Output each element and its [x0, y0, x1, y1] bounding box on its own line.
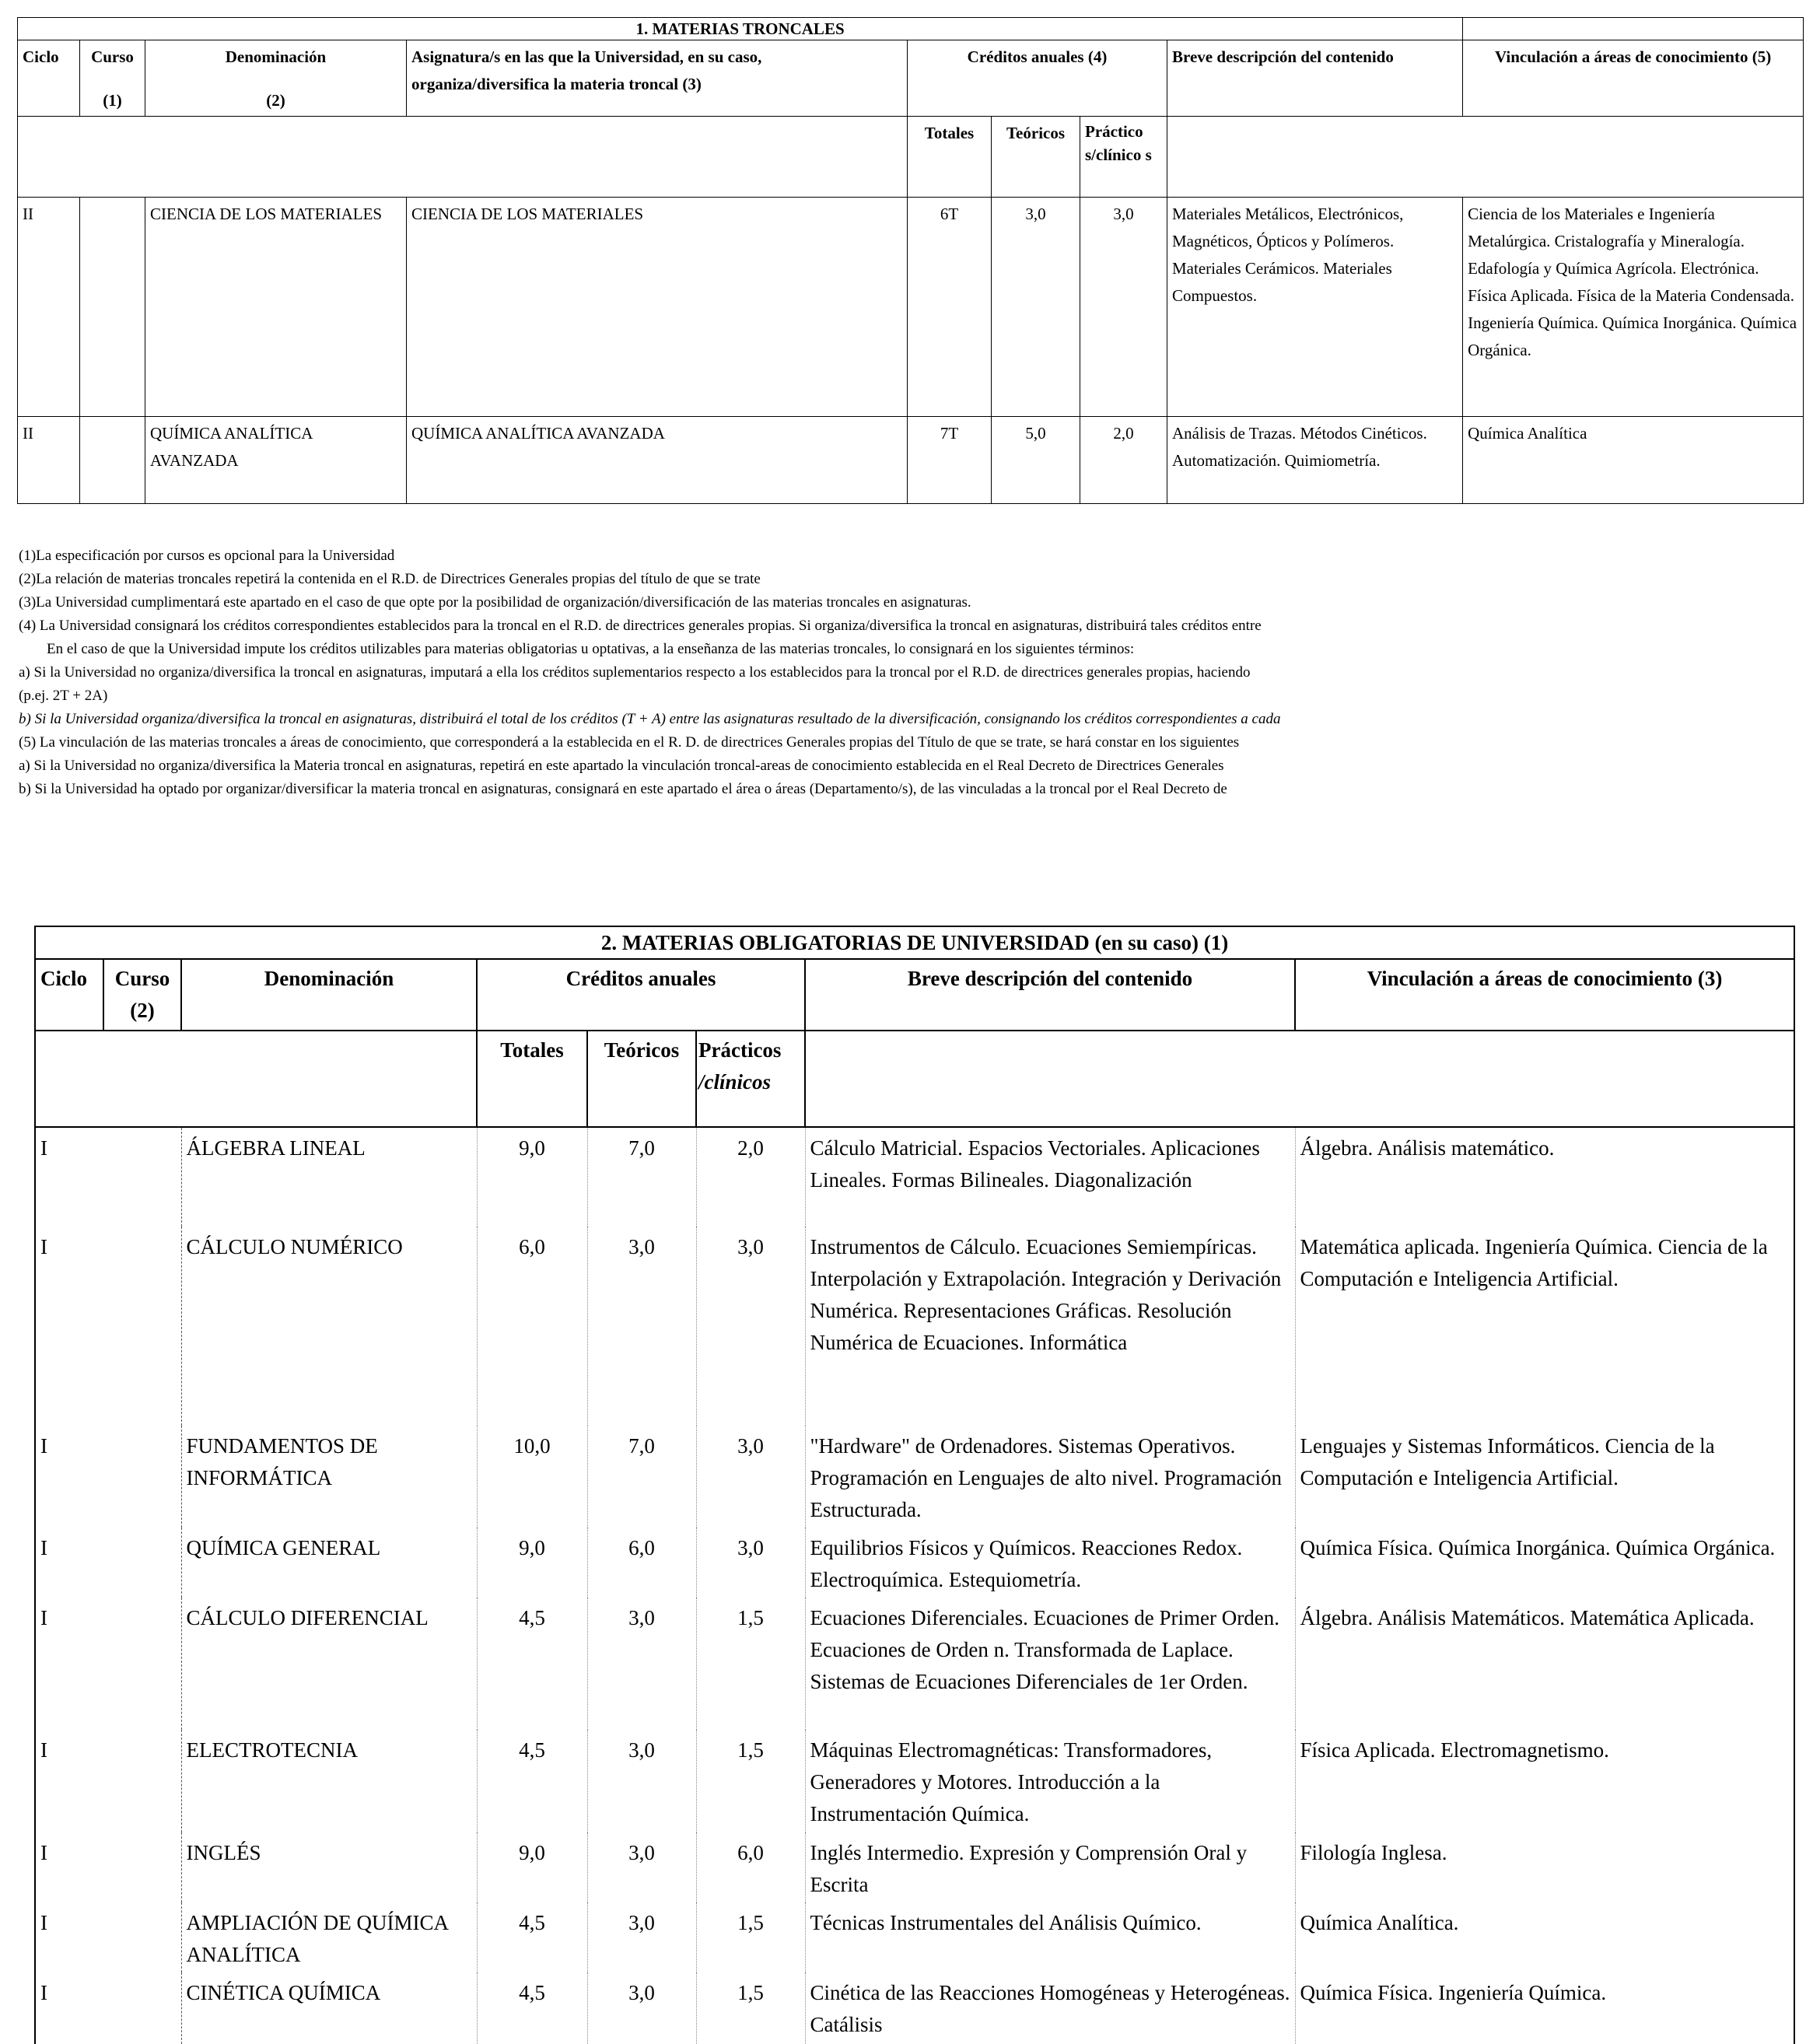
ciclo-cell: II — [18, 417, 80, 504]
totales-cell: 4,5 — [477, 1598, 587, 1730]
vinculacion-cell: Álgebra. Análisis matemático. — [1295, 1127, 1794, 1227]
footnote: b) Si la Universidad ha optado por organizar/diversificar la materia troncal en asignaturas, consignará en este apartado el área o áreas (Departamento/s), de las vinculadas a la troncal por el Real Decreto de — [19, 781, 1227, 797]
footnote: (p.ej. 2T + 2A) — [19, 688, 108, 704]
descripcion-cell: Cinética de las Reacciones Homogéneas y Heterogéneas. Catálisis — [805, 1972, 1295, 2044]
totales-cell: 9,0 — [477, 1832, 587, 1902]
footnote: En el caso de que la Universidad impute los créditos utilizables para materias obligatorias u optativas, a la enseñanza de las materias troncales, lo consignará en los siguientes términos: — [47, 641, 1135, 657]
descripcion-cell: "Hardware" de Ordenadores. Sistemas Operativos. Programación en Lenguajes de alto nivel. Programación Estructurada. — [805, 1426, 1295, 1528]
practicos-cell: 6,0 — [696, 1832, 805, 1902]
totales-cell: 10,0 — [477, 1426, 587, 1528]
ciclo-cell: I — [35, 1730, 103, 1832]
totales-cell: 9,0 — [477, 1127, 587, 1227]
practicos-label: Prácticos — [698, 1038, 782, 1062]
curso-label: Curso — [114, 967, 170, 990]
table-row — [18, 417, 1804, 504]
teoricos-cell: 3,0 — [587, 1730, 696, 1832]
table-row — [35, 1972, 1794, 2044]
col-header-practicos — [696, 1031, 805, 1127]
footnote: (3)La Universidad cumplimentará este apartado en el caso de que opte por la posibilidad de organización/diversificación de las materias troncales en asignaturas. — [19, 594, 971, 611]
curso-cell — [80, 417, 145, 504]
vinculacion-cell: Filología Inglesa. — [1295, 1832, 1794, 1902]
vinculacion-cell: Física Aplicada. Electromagnetismo. — [1295, 1730, 1794, 1832]
denominacion-cell: FUNDAMENTOS DE INFORMÁTICA — [181, 1426, 477, 1528]
denominacion-cell: CIENCIA DE LOS MATERIALES — [145, 198, 407, 417]
practicos-cell: 1,5 — [696, 1972, 805, 2044]
col-header-asignaturas: Asignatura/s en las que la Universidad, en su caso, organiza/diversifica la materia troncal (3) — [407, 40, 908, 117]
teoricos-cell: 3,0 — [587, 1902, 696, 1972]
col-header-vinculacion: Vinculación a áreas de conocimiento (5) — [1463, 40, 1804, 117]
totales-cell: 9,0 — [477, 1528, 587, 1598]
curso-label: Curso — [91, 47, 134, 66]
descripcion-cell: Análisis de Trazas. Métodos Cinéticos. Automatización. Quimiometría. — [1167, 417, 1463, 504]
practicos-cell: 3,0 — [696, 1227, 805, 1426]
col-header-descripcion: Breve descripción del contenido — [805, 959, 1295, 1031]
descripcion-cell: Inglés Intermedio. Expresión y Comprensión Oral y Escrita — [805, 1832, 1295, 1902]
ciclo-cell: I — [35, 1902, 103, 1972]
ciclo-cell: I — [35, 1832, 103, 1902]
practicos-cell: 3,0 — [696, 1426, 805, 1528]
denominacion-cell: INGLÉS — [181, 1832, 477, 1902]
footnote: (5) La vinculación de las materias troncales a áreas de conocimiento, que corresponderá a la establecida en el R. D. de directrices Generales propias del Título de que se trate, se hará constar en los siguientes — [19, 734, 1240, 751]
footnote: (2)La relación de materias troncales repetirá la contenida en el R.D. de Directrices Generales propias del título de que se trate — [19, 571, 761, 587]
vinculacion-cell: Álgebra. Análisis Matemáticos. Matemática Aplicada. — [1295, 1598, 1794, 1730]
totales-cell: 7T — [908, 417, 992, 504]
troncales-table — [17, 17, 1804, 504]
table-row — [18, 198, 1804, 417]
table-row — [35, 1528, 1794, 1598]
denominacion-label: Denominación — [225, 47, 327, 66]
descripcion-cell: Materiales Metálicos, Electrónicos, Magnéticos, Ópticos y Polímeros. Materiales Cerámicos. Materiales Compuestos. — [1167, 198, 1463, 417]
ciclo-cell: I — [35, 1127, 103, 1227]
totales-cell: 4,5 — [477, 1902, 587, 1972]
footnote: (4) La Universidad consignará los créditos correspondientes establecidos para la troncal en el R.D. de directrices generales propias. Si organiza/diversifica la troncal en asignaturas, distribuirá tales créditos entre — [19, 618, 1262, 634]
table-row — [35, 1902, 1794, 1972]
practicos-cell: 3,0 — [1080, 198, 1167, 417]
denominacion-cell: ÁLGEBRA LINEAL — [181, 1127, 477, 1227]
descripcion-cell: Equilibrios Físicos y Químicos. Reacciones Redox. Electroquímica. Estequiometría. — [805, 1528, 1295, 1598]
asignatura-cell: CIENCIA DE LOS MATERIALES — [407, 198, 908, 417]
col-header-creditos: Créditos anuales — [477, 959, 805, 1031]
clinicos-label: /clínicos — [698, 1070, 771, 1094]
vinculacion-cell: Química Analítica. — [1295, 1902, 1794, 1972]
totales-cell: 6,0 — [477, 1227, 587, 1426]
table-row — [35, 1426, 1794, 1528]
ciclo-cell: II — [18, 198, 80, 417]
vinculacion-cell: Ciencia de los Materiales e Ingeniería Metalúrgica. Cristalografía y Mineralogía. Edafología y Química Agrícola. Electrónica. Física Aplicada. Física de la Materia Condensada. Ingeniería Química. Química Inorgánica. Química Orgánica. — [1463, 198, 1804, 417]
footnotes — [19, 544, 1808, 801]
denominacion-cell: AMPLIACIÓN DE QUÍMICA ANALÍTICA — [181, 1902, 477, 1972]
col-header-ciclo: Ciclo — [35, 959, 103, 1031]
practicos-cell: 2,0 — [1080, 417, 1167, 504]
vinculacion-cell: Química Física. Ingeniería Química. — [1295, 1972, 1794, 2044]
totales-cell: 4,5 — [477, 1972, 587, 2044]
practicos-cell: 3,0 — [696, 1528, 805, 1598]
vinculacion-cell: Química Analítica — [1463, 417, 1804, 504]
denominacion-cell: CÁLCULO NUMÉRICO — [181, 1227, 477, 1426]
col-header-teoricos: Teóricos — [992, 117, 1080, 198]
denominacion-cell: CÁLCULO DIFERENCIAL — [181, 1598, 477, 1730]
teoricos-cell: 5,0 — [992, 417, 1080, 504]
footnote: (1)La especificación por cursos es opcional para la Universidad — [19, 548, 395, 564]
descripcion-cell: Técnicas Instrumentales del Análisis Químico. — [805, 1902, 1295, 1972]
denominacion-note: (2) — [266, 91, 285, 110]
ciclo-cell: I — [35, 1426, 103, 1528]
table-row — [35, 1227, 1794, 1426]
col-header-curso — [103, 959, 181, 1031]
teoricos-cell: 3,0 — [587, 1227, 696, 1426]
table-row — [35, 1127, 1794, 1227]
col-header-descripcion: Breve descripción del contenido — [1167, 40, 1463, 117]
descripcion-cell: Ecuaciones Diferenciales. Ecuaciones de Primer Orden. Ecuaciones de Orden n. Transformada de Laplace. Sistemas de Ecuaciones Diferenciales de 1er Orden. — [805, 1598, 1295, 1730]
curso-note: (2) — [130, 999, 155, 1022]
col-header-denominacion — [145, 40, 407, 117]
table-title: 1. MATERIAS TRONCALES — [18, 18, 1463, 40]
ciclo-cell: I — [35, 1972, 103, 2044]
teoricos-cell: 3,0 — [587, 1972, 696, 2044]
denominacion-cell: QUÍMICA GENERAL — [181, 1528, 477, 1598]
table-title: 2. MATERIAS OBLIGATORIAS DE UNIVERSIDAD (en su caso) (1) — [35, 926, 1794, 959]
teoricos-cell: 6,0 — [587, 1528, 696, 1598]
denominacion-cell: QUÍMICA ANALÍTICA AVANZADA — [145, 417, 407, 504]
col-header-denominacion: Denominación — [181, 959, 477, 1031]
table-row — [35, 1730, 1794, 1832]
teoricos-cell: 3,0 — [587, 1832, 696, 1902]
col-header-ciclo: Ciclo — [18, 40, 80, 117]
denominacion-cell: ELECTROTECNIA — [181, 1730, 477, 1832]
col-header-curso — [80, 40, 145, 117]
teoricos-cell: 7,0 — [587, 1426, 696, 1528]
teoricos-cell: 3,0 — [992, 198, 1080, 417]
practicos-cell: 2,0 — [696, 1127, 805, 1227]
curso-note: (1) — [103, 91, 122, 110]
footnote: a) Si la Universidad no organiza/diversifica la Materia troncal en asignaturas, repetirá en este apartado la vinculación troncal-areas de conocimiento establecida en el Real Decreto de Directrices Generales — [19, 758, 1224, 774]
descripcion-cell: Máquinas Electromagnéticas: Transformadores, Generadores y Motores. Introducción a la Instrumentación Química. — [805, 1730, 1295, 1832]
col-header-vinculacion: Vinculación a áreas de conocimiento (3) — [1295, 959, 1794, 1031]
asignatura-cell: QUÍMICA ANALÍTICA AVANZADA — [407, 417, 908, 504]
col-header-totales: Totales — [908, 117, 992, 198]
denominacion-cell: CINÉTICA QUÍMICA — [181, 1972, 477, 2044]
curso-cell — [80, 198, 145, 417]
col-header-creditos: Créditos anuales (4) — [908, 40, 1167, 117]
vinculacion-cell: Matemática aplicada. Ingeniería Química. Ciencia de la Computación e Inteligencia Artificial. — [1295, 1227, 1794, 1426]
totales-cell: 6T — [908, 198, 992, 417]
table-row — [35, 1832, 1794, 1902]
obligatorias-table — [34, 926, 1795, 2044]
teoricos-cell: 3,0 — [587, 1598, 696, 1730]
ciclo-cell: I — [35, 1227, 103, 1426]
descripcion-cell: Instrumentos de Cálculo. Ecuaciones Semiempíricas. Interpolación y Extrapolación. Integración y Derivación Numérica. Representaciones Gráficas. Resolución Numérica de Ecuaciones. Informática — [805, 1227, 1295, 1426]
footnote: b) Si la Universidad organiza/diversifica la troncal en asignaturas, distribuirá el total de los créditos (T + A) entre las asignaturas resultado de la diversificación, consignando los créditos correspondientes a cada — [19, 711, 1281, 727]
col-header-practicos: Práctico s/clínico s — [1080, 117, 1167, 198]
vinculacion-cell: Lenguajes y Sistemas Informáticos. Ciencia de la Computación e Inteligencia Artificial. — [1295, 1426, 1794, 1528]
footnote: a) Si la Universidad no organiza/diversifica la troncal en asignaturas, imputará a ella los créditos suplementarios respecto a los establecidos para la troncal por el R.D. de directrices generales propias, haciendo — [19, 664, 1251, 681]
practicos-cell: 1,5 — [696, 1730, 805, 1832]
table-row — [35, 1598, 1794, 1730]
ciclo-cell: I — [35, 1598, 103, 1730]
col-header-teoricos: Teóricos — [587, 1031, 696, 1127]
practicos-cell: 1,5 — [696, 1598, 805, 1730]
vinculacion-cell: Química Física. Química Inorgánica. Química Orgánica. — [1295, 1528, 1794, 1598]
totales-cell: 4,5 — [477, 1730, 587, 1832]
ciclo-cell: I — [35, 1528, 103, 1598]
teoricos-cell: 7,0 — [587, 1127, 696, 1227]
practicos-cell: 1,5 — [696, 1902, 805, 1972]
descripcion-cell: Cálculo Matricial. Espacios Vectoriales. Aplicaciones Lineales. Formas Bilineales. Diagonalización — [805, 1127, 1295, 1227]
col-header-totales: Totales — [477, 1031, 587, 1127]
